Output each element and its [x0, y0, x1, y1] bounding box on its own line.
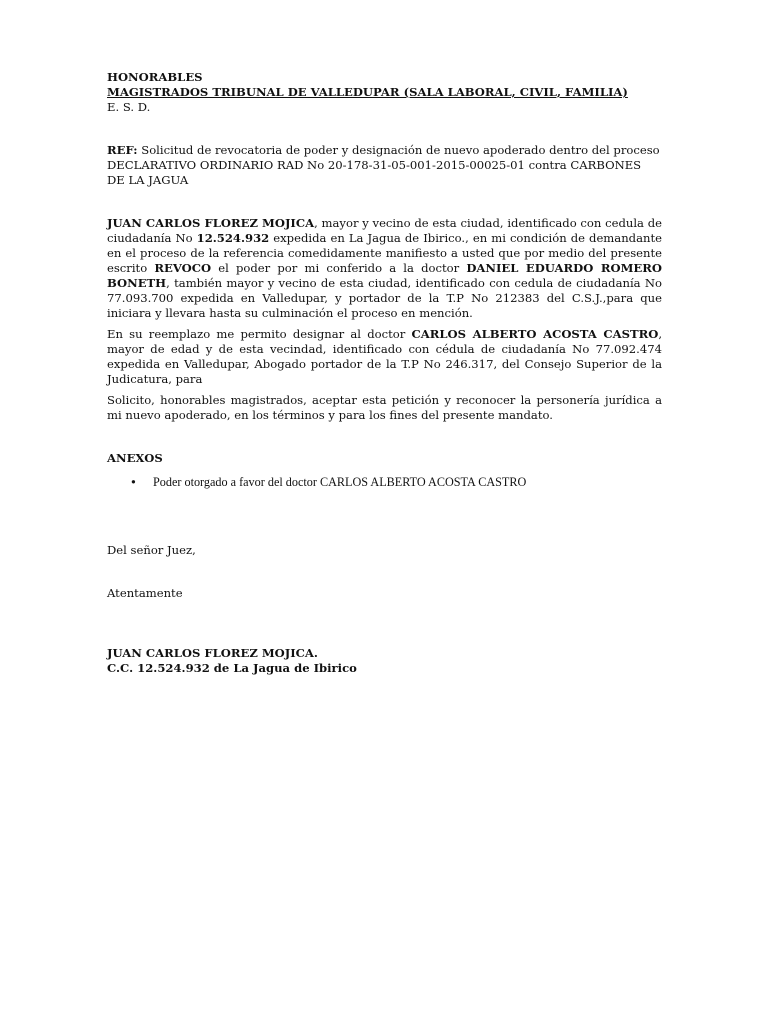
petitioner-id: 12.524.932 [196, 231, 270, 245]
new-lawyer-name: CARLOS ALBERTO ACOSTA CASTRO [411, 327, 659, 341]
reference-text: Solicitud de revocatoria de poder y designación de nuevo apoderado dentro del proceso DECLARATIVO ORDINARIO RAD No 20-178-31-05-001-2015-00025-01 contra CARBONES DE LA JAGUA [107, 143, 660, 187]
signer-name: JUAN CARLOS FLOREZ MOJICA. [107, 646, 318, 660]
addressee-line-3: E. S. D. [107, 100, 151, 114]
petitioner-name: JUAN CARLOS FLOREZ MOJICA [107, 216, 315, 230]
reference-paragraph [107, 143, 662, 188]
signature-block [107, 646, 662, 676]
reference-label: REF: [107, 143, 138, 157]
revocation-paragraph [107, 216, 662, 321]
signer-id: C.C. 12.524.932 de La Jagua de Ibirico [107, 661, 357, 675]
bullet-icon: • [130, 475, 137, 489]
addressee-line-1: HONORABLES [107, 70, 203, 84]
addressee-line-2: MAGISTRADOS TRIBUNAL DE VALLEDUPAR (SALA LABORAL, CIVIL, FAMILIA) [107, 85, 628, 99]
salutation: Del señor Juez, [107, 543, 196, 557]
addressee-block [107, 70, 662, 115]
designation-paragraph [107, 327, 662, 387]
request-paragraph: Solicito, honorables magistrados, aceptar esta petición y reconocer la personería jurídica a mi nuevo apoderado, en los términos y para los fines del presente mandato. [107, 393, 662, 422]
former-lawyer-name: DANIEL EDUARDO ROMERO BONETH [107, 261, 662, 290]
letter-body [107, 70, 662, 676]
designation-text-1: En su reemplazo me permito designar al doctor [107, 327, 412, 341]
designation-text-2: , mayor de edad y de esta vecindad, identificado con cédula de ciudadanía No 77.092.474 expedida en Valledupar, Abogado portador de la T.P No 246.317, del Consejo Superior de la Judicatura, para [107, 327, 663, 386]
annex-item-text: Poder otorgado a favor del doctor CARLOS ALBERTO ACOSTA CASTRO [153, 475, 527, 489]
annexes-title: ANEXOS [107, 451, 163, 465]
revoco-keyword: REVOCO [154, 261, 212, 275]
revocation-text-1: , mayor y vecino de esta ciudad, identificado con cedula de ciudadanía No [107, 216, 662, 245]
regards: Atentamente [107, 586, 183, 600]
revocation-text-3: el poder por mi conferido a la doctor [211, 261, 467, 275]
revocation-text-2: expedida en La Jagua de Ibirico., en mi condición de demandante en el proceso de la referencia comedidamente manifiesto a usted que por medio del presente escrito [107, 231, 662, 275]
list-item [107, 475, 662, 490]
revocation-text-4: , también mayor y vecino de esta ciudad, identificado con cedula de ciudadanía No 77.093.700 expedida en Valledupar, y portador de la T.P No 212383 del C.S.J.,para que iniciara y llevara hasta su culminación el proceso en mención. [107, 276, 662, 320]
